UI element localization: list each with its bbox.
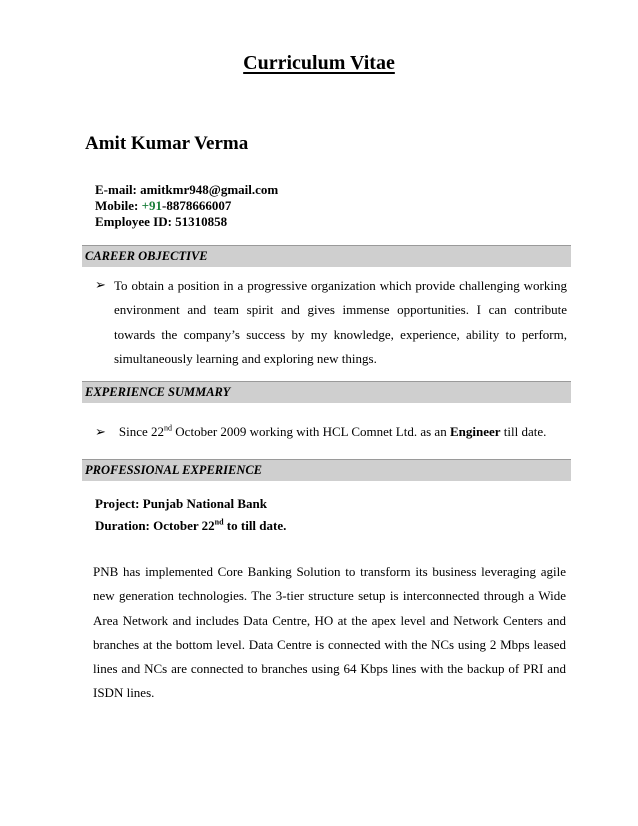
candidate-name: Amit Kumar Verma [85,133,249,154]
employee-id-line [95,214,227,230]
exp-text-before: Since 22 [118,424,165,439]
career-objective-text: To obtain a position in a progressive organization which provide challenging working environment and team spirit and gives immense opportunities. I can contribute towards the company’s success by my knowledge, experience, ability to perform, simultaneously learning and exploring new things. [114,278,567,366]
project-description: PNB has implemented Core Banking Solution to transform its business leveraging agile new generation technologies. The 3-tier structure setup is interconnected through a Wide Area Network and includes Data Centre, HO at the apex level and Network Centers and branches at the bottom level. Data Centre is connected with the NCs using 2 Mbps leased lines and NCs are connected to branches using 64 Kbps lines with the backup of PRI and ISDN lines. [93,564,566,701]
mobile-number: -8878666007 [162,198,232,213]
exp-sup: nd [164,423,173,433]
section-heading: PROFESSIONAL EXPERIENCE [85,463,263,477]
mobile-country-code: +91 [141,198,162,213]
exp-role: Engineer [449,424,501,439]
mobile-line [95,198,231,214]
experience-summary-line [95,424,546,440]
section-heading: EXPERIENCE SUMMARY [85,385,231,399]
employee-id-label: Employee ID: [95,214,172,229]
duration-after: to till date. [223,518,287,533]
email-value: amitkmr948@gmail.com [140,182,279,197]
project-name: Project: Punjab National Bank [95,496,268,511]
duration-sup: nd [214,517,224,527]
email-label: E-mail: [95,182,137,197]
arrow-bullet-icon: ➢ [95,277,106,292]
section-heading: CAREER OBJECTIVE [85,249,208,263]
career-objective-header [82,245,571,267]
document-title: Curriculum Vitae [243,52,395,74]
professional-experience-header [82,459,571,481]
mobile-label: Mobile: [95,198,139,213]
arrow-bullet-icon: ➢ [95,424,106,439]
exp-text-after: till date. [500,424,547,439]
employee-id-value: 51310858 [175,214,228,229]
exp-text-middle: October 2009 working with HCL Comnet Ltd. as an [172,424,450,439]
project-duration [95,518,286,534]
experience-summary-header [82,381,571,403]
email-line [95,182,278,198]
duration-before: Duration: October 22 [95,518,215,533]
